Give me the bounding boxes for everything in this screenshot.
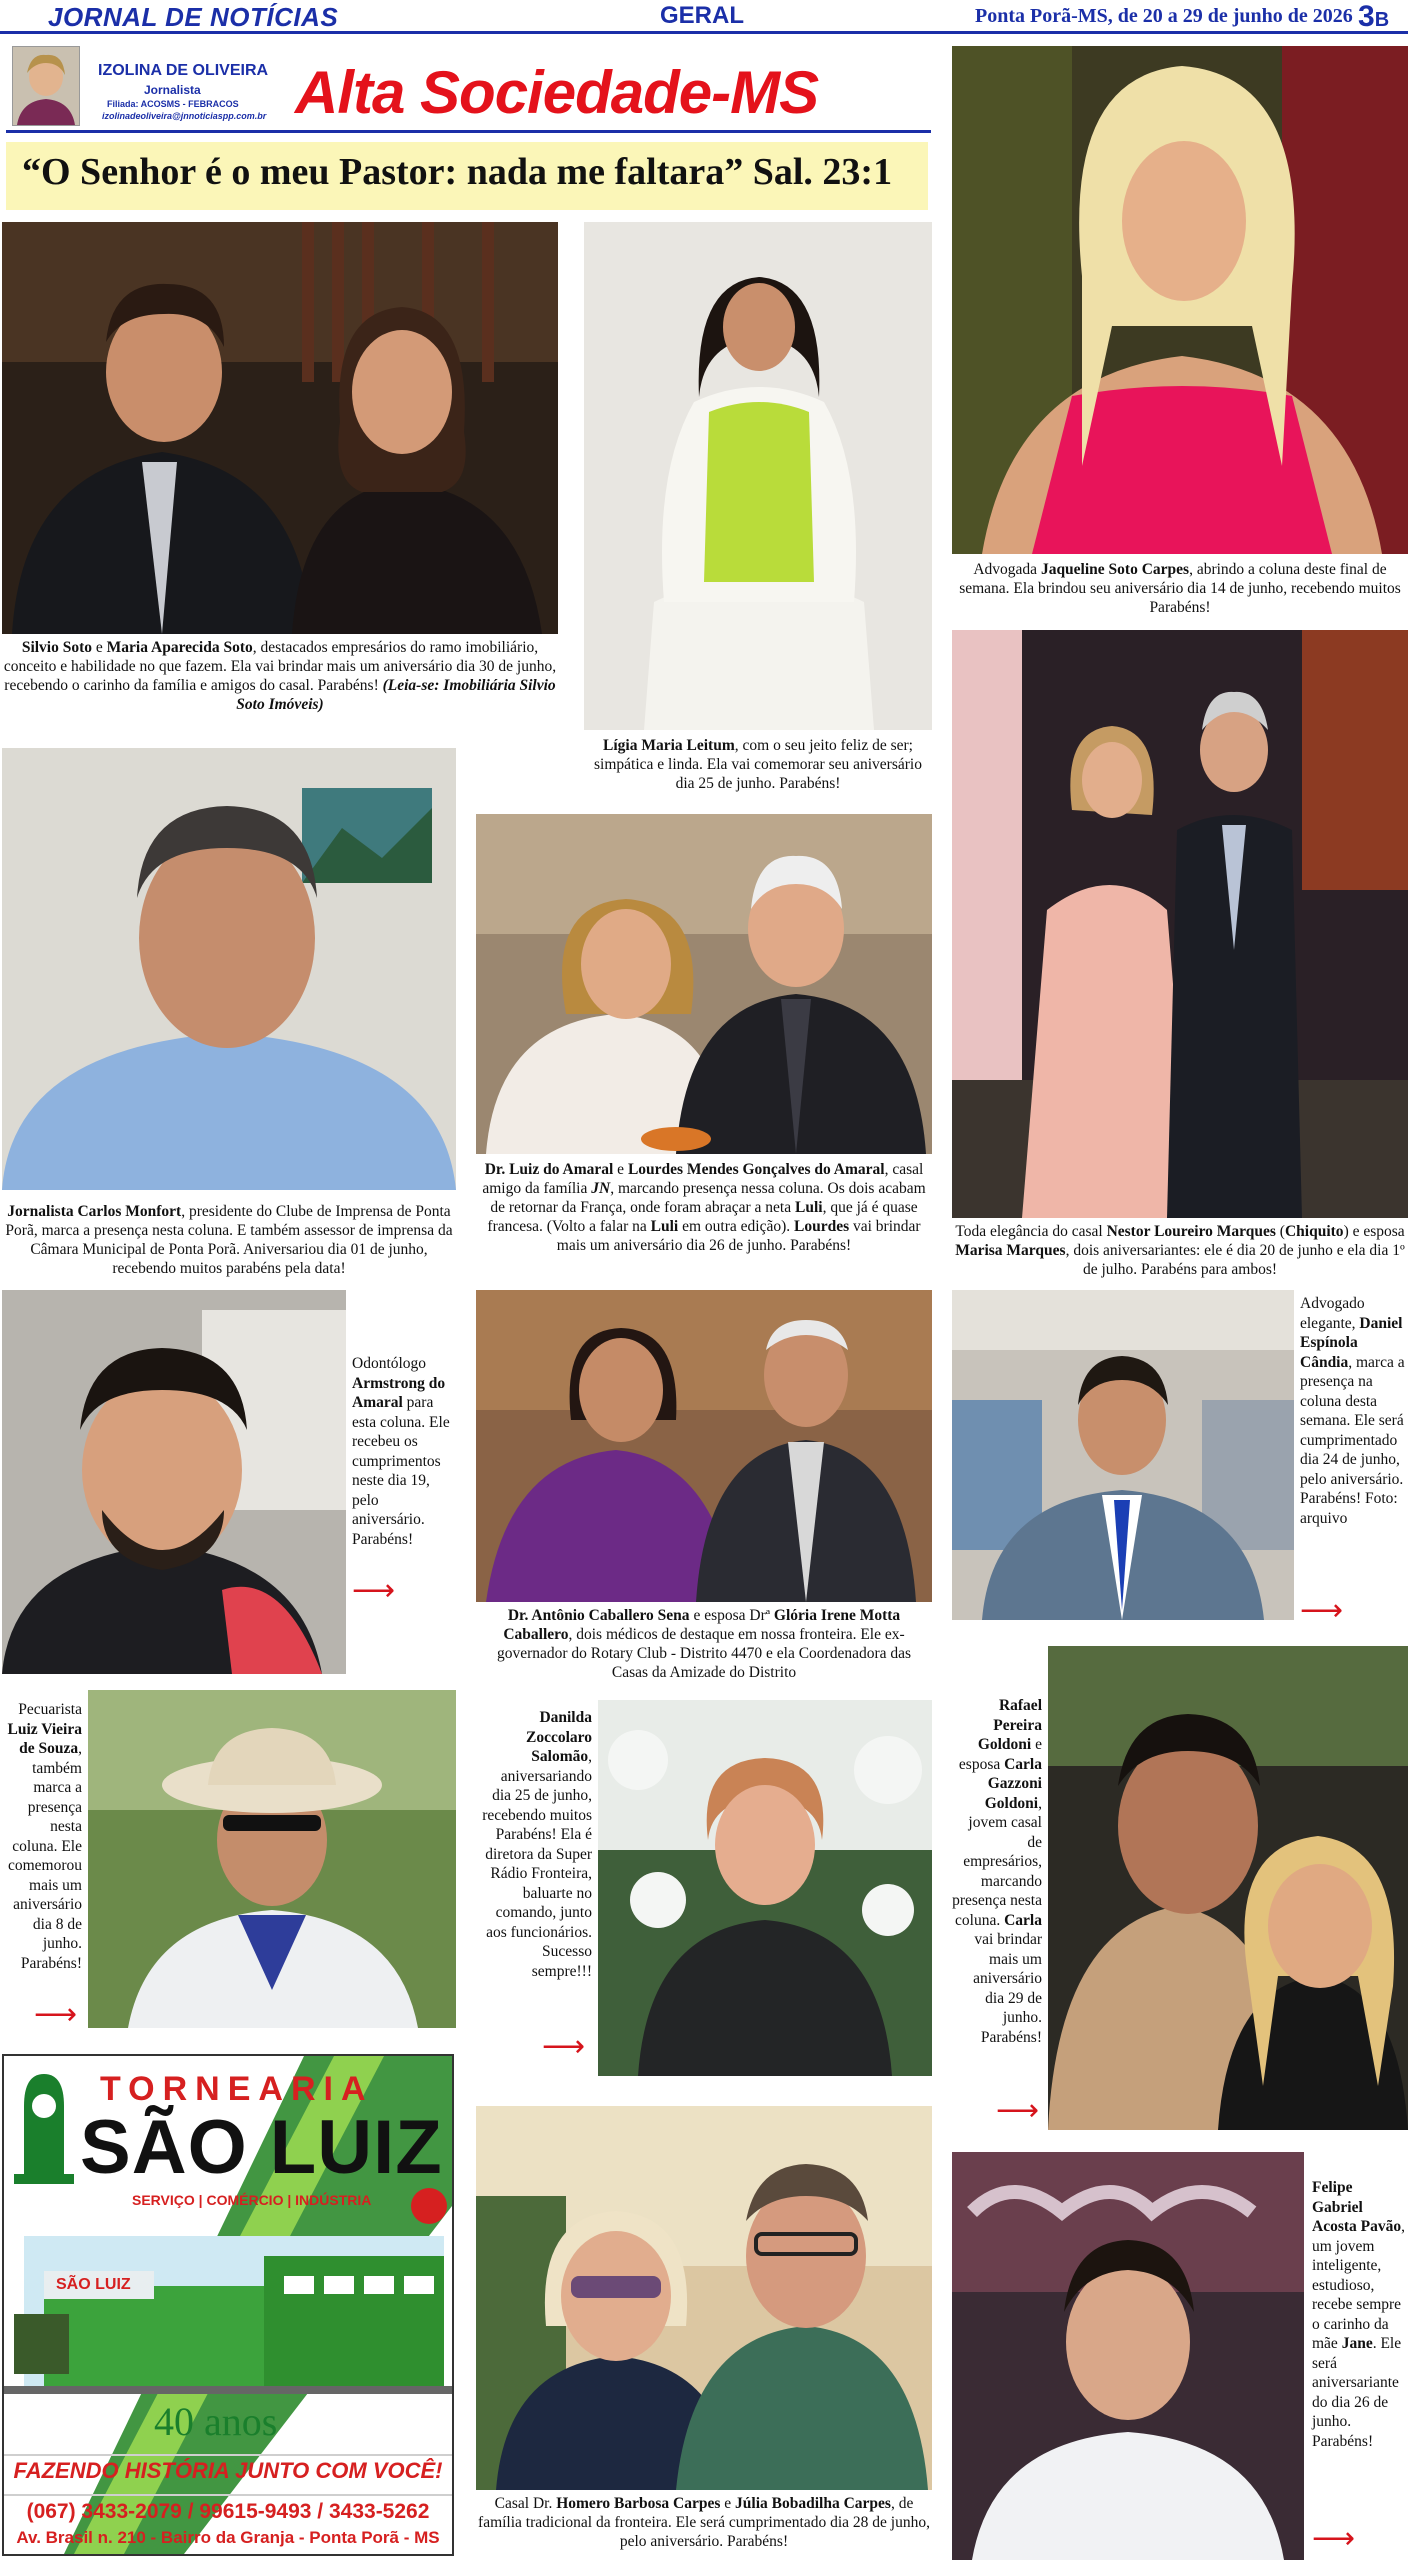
photo-jaqueline-soto-carpes (952, 46, 1408, 554)
photo-homero-julia-carpes (476, 2106, 932, 2490)
photo-carlos-monfort (2, 748, 456, 1190)
photo-armstrong-amaral (2, 1290, 346, 1674)
author-role: Jornalista (144, 83, 201, 97)
red-right-arrow-icon: ⟶ (996, 2093, 1040, 2128)
caption-felipe: Felipe Gabriel Acosta Pavão, um jovem inteligente, estudioso, recebe sempre o carinho da mãe Jane. Ele será aniversariante do dia 26 de junho. Parabéns! (1312, 2179, 1405, 2450)
ad-brand: SÃO LUIZ (80, 2105, 443, 2190)
photo-danilda-salomao (598, 1700, 932, 2076)
photo-silvio-maria-soto (2, 222, 558, 634)
ad-years: 40 anos (154, 2399, 278, 2444)
caption-ligia: Lígia Maria Leitum, com o seu jeito feliz de ser; simpática e linda. Ela vai comemorar seu aniversário dia 25 de junho. Parabéns! (594, 737, 922, 792)
ad-brand-top: TORNEARIA (100, 2070, 374, 2108)
caption-armstrong: Odontólogo Armstrong do Amaral para esta coluna. Ele recebeu os cumprimentos neste dia 19, pelo aniversário. Parabéns! (352, 1355, 450, 1548)
ad-phones: (067) 3433-2079 / 99615-9493 / 3433-5262 (26, 2500, 430, 2523)
author-affiliation: Filiada: ACOSMS - FEBRACOS (107, 99, 239, 109)
author-photo (12, 46, 80, 126)
photo-luiz-lourdes-amaral (476, 814, 932, 1154)
page-number: 3B (1358, 0, 1390, 33)
photo-ligia-leitum (584, 222, 932, 730)
caption-carlos-monfort: Jornalista Carlos Monfort, presidente do Clube de Imprensa de Ponta Porã, marca a presença nesta coluna. E também assessor de imprensa da Câmara Municipal de Ponta Porã. Aniversariou dia 01 de junho, recebendo muitos parabéns pela data! (5, 1203, 453, 1277)
photo-felipe-pavao (952, 2152, 1304, 2560)
caption-jaqueline: Advogada Jaqueline Soto Carpes, abrindo a coluna deste final de semana. Ela brindou seu aniversário dia 14 de junho, recebendo muitos Parabéns! (959, 561, 1401, 616)
title-underline (6, 130, 931, 133)
caption-antonio-gloria: Dr. Antônio Caballero Sena e esposa Drª Glória Irene Motta Caballero, dois médicos de destaque em nossa fronteira. Ele ex-governador do Rotary Club - Distrito 4470 e ela Coordenadora das Casas da Amizade do Distrito (496, 1607, 912, 1681)
caption-luiz-lourdes: Dr. Luiz do Amaral e Lourdes Mendes Gonçalves do Amaral, casal amigo da família JN, marcando presença nessa coluna. Os dois acabam de retornar da França, onde foram abraçar a neta Luli, que já é quase francesa. (Volto a falar na Luli em outra edição). Lourdes vai brindar mais um aniversário dia 26 de junho. Parabéns! (482, 1161, 926, 1254)
ad-tornearia-sao-luiz (2, 2054, 454, 2556)
caption-danilda: Danilda Zoccolaro Salomão, aniversariando dia 25 de junho, recebendo muitos Parabéns! Ela é diretora da Super Rádio Fronteira, baluarte no comando, junto aos funcionários. Sucesso sempre!!! (482, 1709, 592, 1980)
ad-tagline: SERVIÇO | COMÉRCIO | INDÚSTRIA (132, 2192, 372, 2208)
red-right-arrow-icon: ⟶ (1300, 1593, 1344, 1628)
caption-daniel: Advogado elegante, Daniel Espínola Cândia, marca a presença na coluna desta semana. Ele será cumprimentado dia 24 de junho, pelo aniversário. Parabéns! Foto: arquivo (1300, 1295, 1405, 1527)
photo-luiz-vieira-souza (88, 1690, 456, 2028)
red-right-arrow-icon: ⟶ (542, 2029, 586, 2064)
author-email: izolinadeoliveira@jnnoticiaspp.com.br (102, 111, 267, 121)
column-title: Alta Sociedade-MS (295, 59, 819, 126)
ad-address: Av. Brasil n. 210 - Bairro da Granja - Ponta Porã - MS (16, 2528, 440, 2547)
caption-silvio-maria: Silvio Soto e Maria Aparecida Soto, destacados empresários do ramo imobiliário, conceito e habilidade no que fazem. Ela vai brindar mais um aniversário dia 30 de junho, recebendo o carinho da família e amigos do casal. Parabéns! (Leia-se: Imobiliária Silvio Soto Imóveis) (3, 639, 557, 713)
bible-quote: “O Senhor é o meu Pastor: nada me faltara” Sal. 23:1 (22, 151, 893, 193)
caption-homero-julia: Casal Dr. Homero Barbosa Carpes e Júlia Bobadilha Carpes, de família tradicional da fronteira. Ele será cumprimentado dia 28 de junho, pelo aniversário. Parabéns! (478, 2495, 930, 2550)
photo-antonio-gloria-caballero (476, 1290, 932, 1602)
red-right-arrow-icon: ⟶ (34, 1997, 78, 2032)
section-name: GERAL (660, 2, 744, 29)
ad-slogan: FAZENDO HISTÓRIA JUNTO COM VOCÊ! (13, 2458, 443, 2483)
edition-date: Ponta Porã-MS, de 20 a 29 de junho de 2026 (975, 5, 1353, 27)
caption-nestor-marisa: Toda elegância do casal Nestor Loureiro Marques (Chiquito) e esposa Marisa Marques, dois aniversariantes: ele é dia 20 de junho e ela dia 1º de julho. Parabéns para ambos! (955, 1223, 1405, 1278)
ad-building-sign: SÃO LUIZ (56, 2276, 131, 2293)
photo-rafael-carla-goldoni (1048, 1646, 1408, 2130)
caption-luiz-vieira: Pecuarista Luiz Vieira de Souza, também marca a presença nesta coluna. Ele comemorou mais um aniversário dia 8 de junho. Parabéns! (7, 1701, 82, 1972)
newspaper-name: JORNAL DE NOTÍCIAS (48, 2, 339, 32)
caption-rafael-carla: Rafael Pereira Goldoni e esposa Carla Gazzoni Goldoni, jovem casal de empresários, marcando presença nesta coluna. Carla vai brindar mais um aniversário dia 29 de junho. Parabéns! (952, 1697, 1042, 2046)
author-name: IZOLINA DE OLIVEIRA (98, 62, 269, 79)
photo-nestor-marisa-marques (952, 630, 1408, 1218)
masthead-bar (0, 0, 1408, 34)
red-right-arrow-icon: ⟶ (352, 1573, 396, 1608)
red-right-arrow-icon: ⟶ (1312, 2521, 1356, 2556)
photo-daniel-espinola-candia (952, 1290, 1294, 1620)
